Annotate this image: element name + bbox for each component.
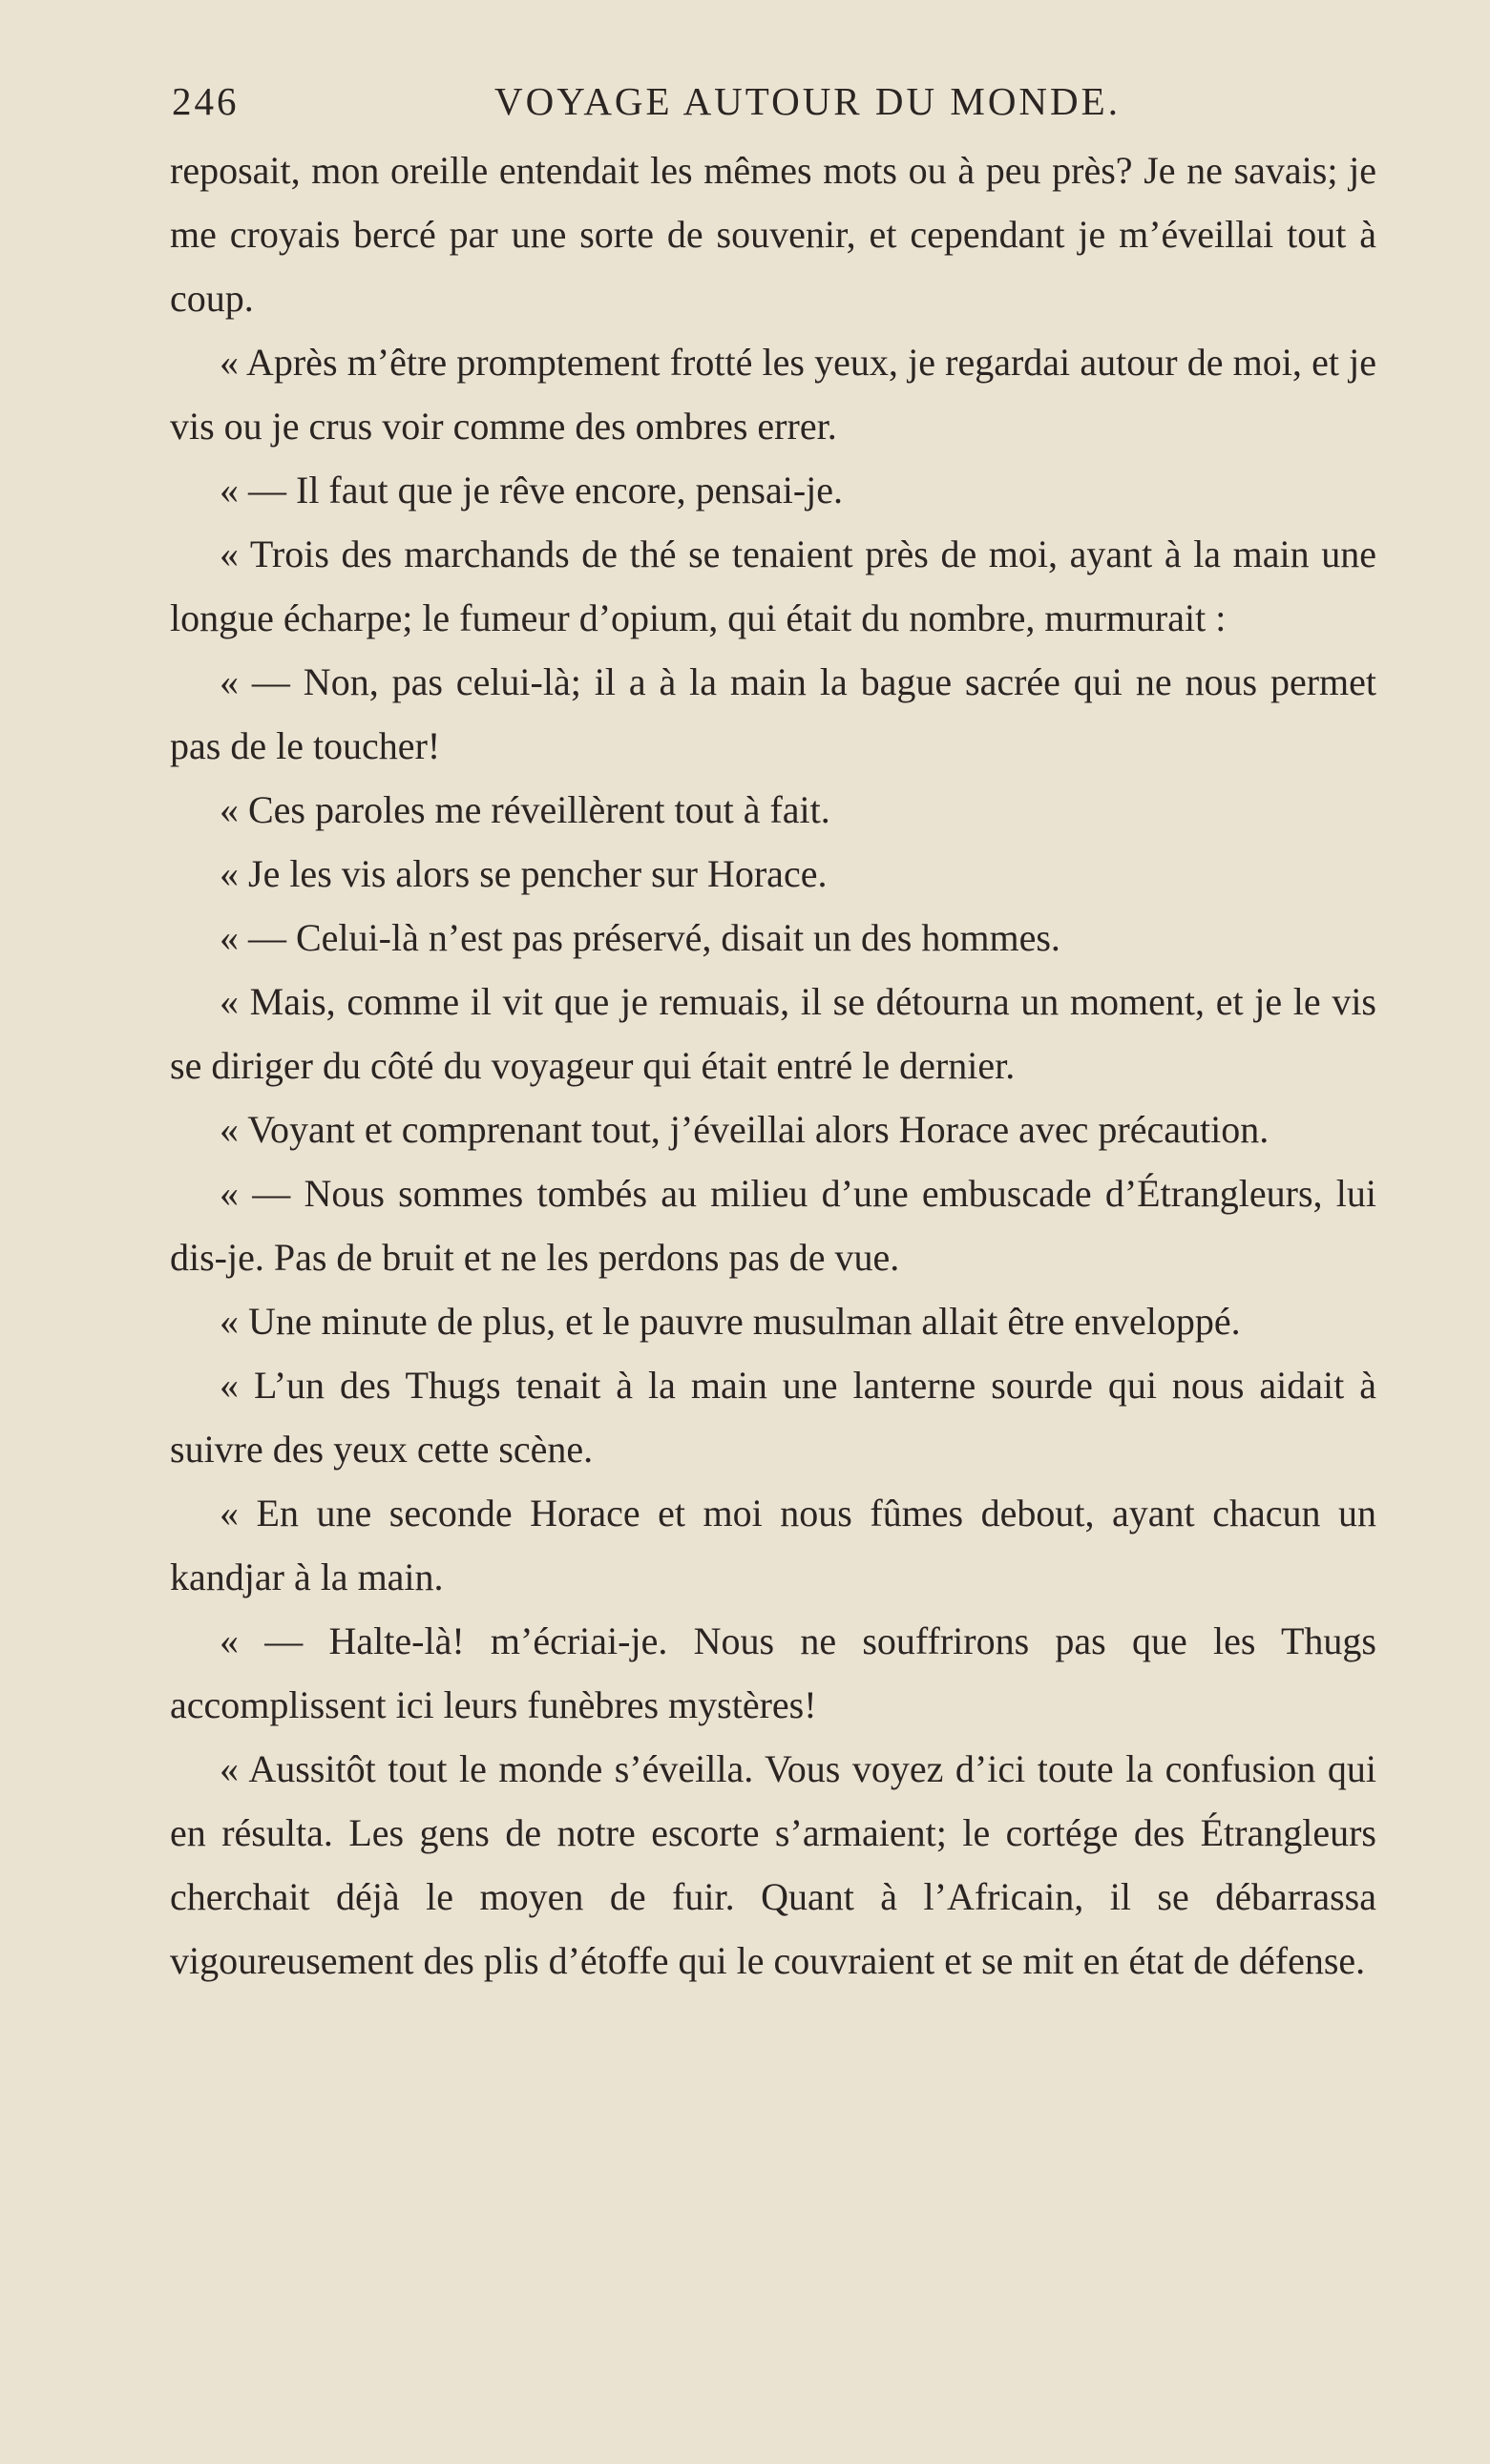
paragraph: « L’un des Thugs tenait à la main une lanterne sourde qui nous aidait à suivre des yeux cette scène. (170, 1364, 1376, 1471)
page-number: 246 (172, 79, 240, 123)
paragraph: « — Nous sommes tombés au milieu d’une embuscade d’Étrangleurs, lui dis-je. Pas de bruit et ne les perdons pas de vue. (170, 1172, 1376, 1279)
paragraph: « Aussitôt tout le monde s’éveilla. Vous voyez d’ici toute la confusion qui en résulta. Les gens de notre escorte s’armaient; le cortége des Étrangleurs cherchait déjà le moyen de fuir. Quant à l’Africain, il se débarrassa vigoureusement des plis d’étoffe qui le couvraient et se mit en état de défense. (170, 1747, 1376, 1982)
running-head (172, 73, 1376, 130)
paragraph: « — Celui-là n’est pas préservé, disait un des hommes. (220, 916, 1060, 959)
paragraph: « — Non, pas celui-là; il a à la main la bague sacrée qui ne nous permet pas de le toucher! (170, 660, 1376, 767)
body-text (170, 138, 1376, 1993)
paragraph: « — Halte-là! m’écriai-je. Nous ne souffrirons pas que les Thugs accomplissent ici leurs funèbres mystères! (170, 1619, 1376, 1726)
paragraph: « Trois des marchands de thé se tenaient près de moi, ayant à la main une longue écharpe; le fumeur d’opium, qui était du nombre, murmurait : (170, 532, 1376, 639)
paragraph: « Une minute de plus, et le pauvre musulman allait être enveloppé. (220, 1300, 1241, 1343)
paragraph: « En une seconde Horace et moi nous fûmes debout, ayant chacun un kandjar à la main. (170, 1492, 1376, 1598)
paragraph: « Voyant et comprenant tout, j’éveillai alors Horace avec précaution. (220, 1108, 1270, 1151)
paragraph: « Mais, comme il vit que je remuais, il se détourna un moment, et je le vis se diriger du côté du voyageur qui était entré le dernier. (170, 980, 1376, 1087)
paragraph: « Après m’être promptement frotté les yeux, je regardai autour de moi, et je vis ou je crus voir comme des ombres errer. (170, 341, 1376, 448)
paragraph: « Ces paroles me réveillèrent tout à fait. (220, 788, 830, 831)
paragraph: « — Il faut que je rêve encore, pensai-je. (220, 469, 844, 512)
paragraph: « Je les vis alors se pencher sur Horace. (220, 852, 828, 895)
running-title: VOYAGE AUTOUR DU MONDE. (494, 79, 1121, 123)
paragraph-continuation: reposait, mon oreille entendait les mêmes mots ou à peu près? Je ne savais; je me croyais bercé par une sorte de souvenir, et cependant je m’éveillai tout à coup. (170, 149, 1376, 320)
